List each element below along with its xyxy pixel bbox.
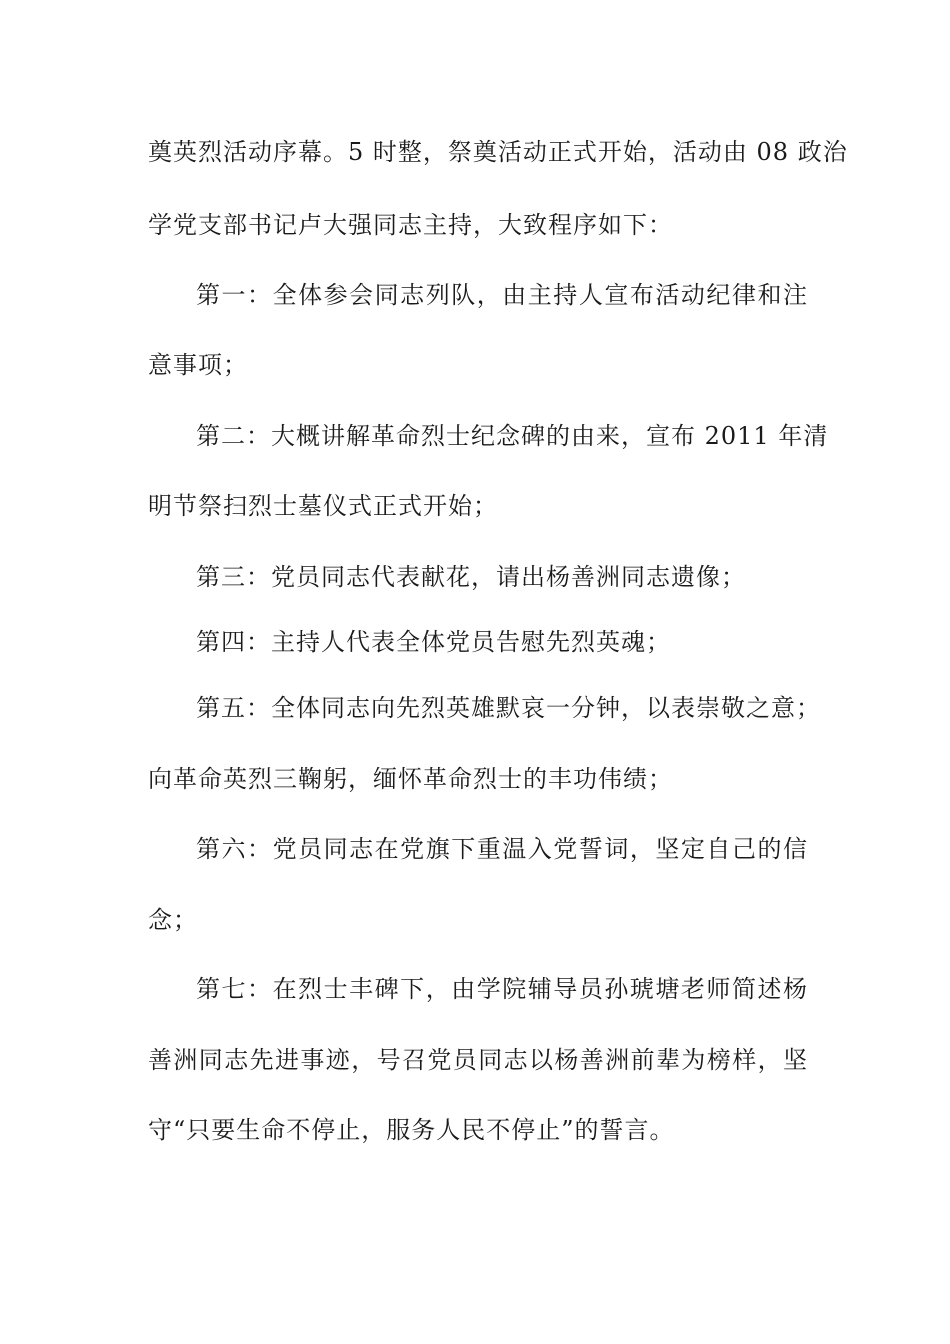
step-two-line: 第二：大概讲解革命烈士纪念碑的由来，宣布 2011 年清 [196, 422, 829, 450]
step-five-line: 第五：全体同志向先烈英雄默哀一分钟，以表崇敬之意； [196, 694, 821, 722]
step-four-line: 第四：主持人代表全体党员告慰先烈英魂； [196, 628, 671, 656]
step-six-line: 第六：党员同志在党旗下重温入党誓词，坚定自己的信 [196, 835, 808, 863]
paragraph-line: 学党支部书记卢大强同志主持，大致程序如下： [148, 211, 673, 239]
step-one-line: 第一：全体参会同志列队，由主持人宣布活动纪律和注 [196, 281, 808, 309]
step-three-line: 第三：党员同志代表献花，请出杨善洲同志遗像； [196, 563, 746, 591]
step-two-continuation: 明节祭扫烈士墓仪式正式开始； [148, 492, 498, 520]
step-one-continuation: 意事项； [148, 351, 248, 379]
step-five-continuation: 向革命英烈三鞠躬，缅怀革命烈士的丰功伟绩； [148, 765, 673, 793]
step-six-continuation: 念； [148, 906, 198, 934]
step-seven-line: 第七：在烈士丰碑下，由学院辅导员孙琥塘老师简述杨 [196, 975, 808, 1003]
step-seven-continuation: 善洲同志先进事迹，号召党员同志以杨善洲前辈为榜样，坚 [148, 1046, 808, 1074]
paragraph-line: 奠英烈活动序幕。5 时整，祭奠活动正式开始，活动由 08 政治 [148, 138, 848, 166]
step-seven-continuation: 守“只要生命不停止，服务人民不停止”的誓言。 [148, 1116, 675, 1144]
